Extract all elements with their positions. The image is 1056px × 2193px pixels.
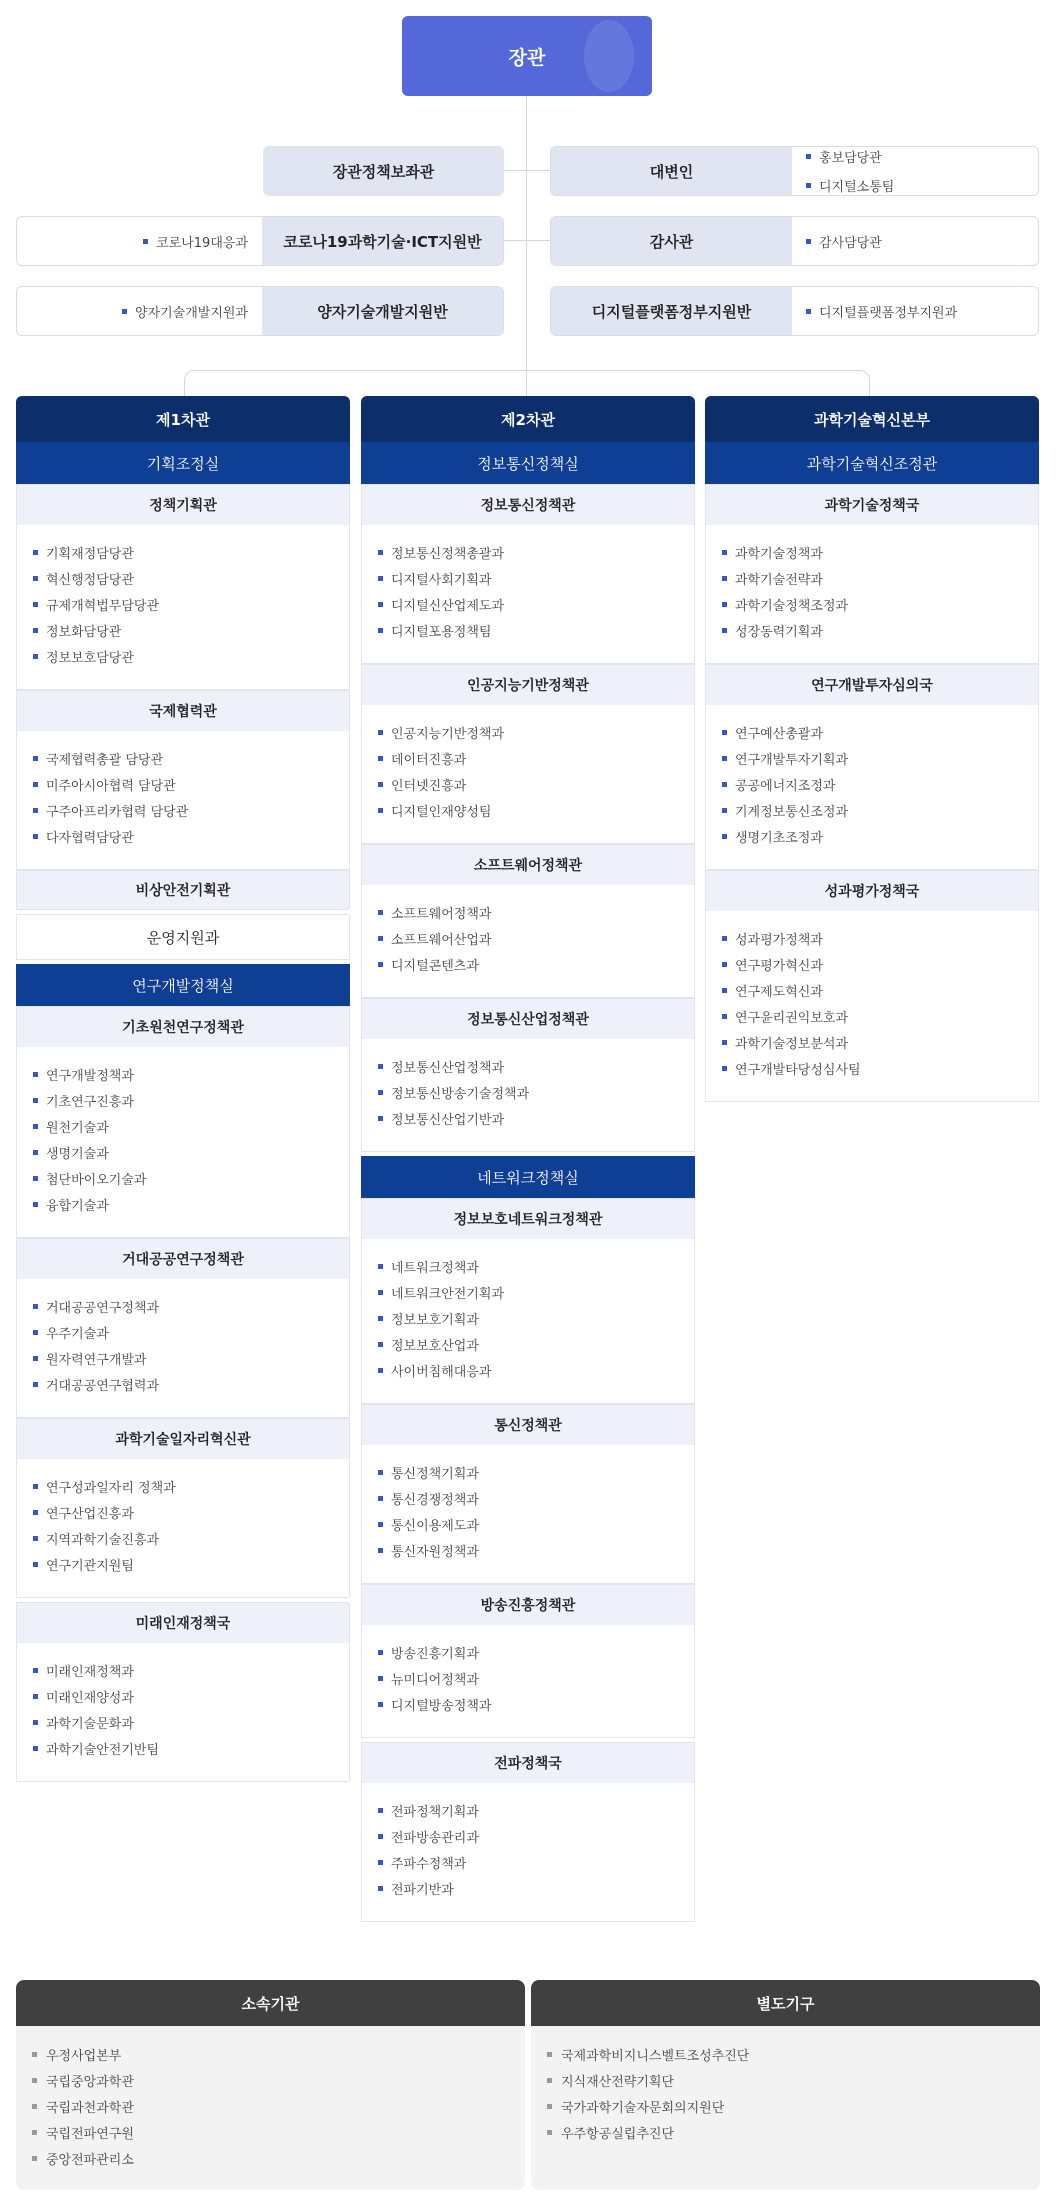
division-item[interactable]: 네트워크정책과 (378, 1256, 678, 1282)
innovation-hq-title[interactable]: 과학기술혁신본부 (705, 396, 1039, 442)
policy-aide-box[interactable] (263, 146, 504, 196)
division-item[interactable]: 과학기술문화과 (33, 1712, 333, 1738)
bullet-icon (378, 756, 383, 761)
bullet-icon (378, 1316, 383, 1321)
division-item[interactable]: 혁신행정담당관 (33, 568, 333, 594)
bullet-icon (33, 1746, 38, 1751)
bullet-icon (547, 2130, 552, 2135)
agency-item[interactable]: 국가과학기술자문회의지원단 (547, 2096, 1024, 2122)
division-item[interactable]: 생명기술과 (33, 1142, 333, 1168)
division-item[interactable]: 디지털콘텐츠과 (378, 954, 678, 980)
division-list (706, 525, 1038, 663)
division-item[interactable]: 통신이용제도과 (378, 1514, 678, 1540)
agency-item[interactable]: 국립전파연구원 (32, 2122, 509, 2148)
bureau-title[interactable]: 정보통신정책관 (362, 485, 694, 525)
bullet-icon (806, 154, 811, 159)
division-list (706, 705, 1038, 869)
division-item[interactable]: 디지털방송정책과 (378, 1694, 678, 1720)
division-item[interactable]: 방송진흥기획과 (378, 1642, 678, 1668)
bullet-icon (722, 962, 727, 967)
bullet-icon (722, 550, 727, 555)
covid-items (17, 232, 262, 251)
bureau-basic-research (16, 1006, 350, 1238)
office-planning[interactable]: 기획조정실 (16, 442, 350, 484)
division-list (706, 911, 1038, 1101)
bullet-icon (32, 2078, 37, 2083)
bullet-icon (378, 1290, 383, 1295)
division-list (17, 1047, 349, 1237)
bureau-title[interactable]: 방송진흥정책관 (362, 1585, 694, 1625)
division-item[interactable]: 성장동력기획과 (722, 620, 1022, 646)
bullet-icon (378, 1650, 383, 1655)
connector-branch (184, 370, 870, 396)
division-list (17, 1279, 349, 1417)
bullet-icon (806, 183, 811, 188)
division-item[interactable]: 연구산업진흥과 (33, 1502, 333, 1528)
agency-item[interactable]: 중앙전파관리소 (32, 2148, 509, 2174)
bullet-icon (33, 1720, 38, 1725)
division-item[interactable]: 정보보호담당관 (33, 646, 333, 672)
division-item[interactable]: 정보통신방송기술정책과 (378, 1082, 678, 1108)
sub-item[interactable]: 디지털플랫폼정부지원과 (806, 302, 957, 321)
division-item[interactable]: 정보통신정책총괄과 (378, 542, 678, 568)
bullet-icon (32, 2130, 37, 2135)
bullet-icon (378, 1522, 383, 1527)
bullet-icon (33, 1098, 38, 1103)
bullet-icon (378, 1886, 383, 1891)
bullet-icon (378, 550, 383, 555)
column-second-vice (361, 396, 695, 1922)
bullet-icon (378, 910, 383, 915)
covid-title: 코로나19과학기술·ICT지원반 (262, 217, 503, 265)
division-list (362, 1783, 694, 1921)
division-item[interactable]: 연구성과일자리 정책과 (33, 1476, 333, 1502)
dpg-title: 디지털플랫폼정부지원반 (551, 287, 792, 335)
column-innovation-hq (705, 396, 1039, 1102)
division-item[interactable]: 전파방송관리과 (378, 1826, 678, 1852)
bureau-software-policy (361, 844, 695, 998)
bullet-icon (33, 782, 38, 787)
office-rnd-policy[interactable]: 연구개발정책실 (16, 964, 350, 1006)
bullet-icon (33, 1202, 38, 1207)
bullet-icon (378, 1090, 383, 1095)
spokesperson-title: 대변인 (551, 147, 792, 195)
bullet-icon (378, 808, 383, 813)
bullet-icon (33, 1668, 38, 1673)
division-item[interactable]: 연구평가혁신과 (722, 954, 1022, 980)
bullet-icon (33, 1124, 38, 1129)
bullet-icon (33, 1484, 38, 1489)
division-item[interactable]: 과학기술정책과 (722, 542, 1022, 568)
division-item[interactable]: 구주아프리카협력 담당관 (33, 800, 333, 826)
bullet-icon (378, 782, 383, 787)
bullet-icon (33, 1356, 38, 1361)
bureau-title[interactable]: 국제협력관 (17, 691, 349, 731)
bureau-title[interactable]: 과학기술정책국 (706, 485, 1038, 525)
sub-item[interactable]: 감사담당관 (806, 232, 882, 251)
division-item[interactable]: 인공지능기반정책과 (378, 722, 678, 748)
division-item[interactable]: 연구예산총괄과 (722, 722, 1022, 748)
bureau-ict-industry (361, 998, 695, 1152)
division-item[interactable]: 정보화담당관 (33, 620, 333, 646)
bullet-icon (378, 1264, 383, 1269)
division-item[interactable]: 전파정책기획과 (378, 1800, 678, 1826)
division-item[interactable]: 디지털사회기획과 (378, 568, 678, 594)
division-list (362, 885, 694, 997)
inspector-title: 감사관 (551, 217, 792, 265)
sub-item[interactable]: 코로나19대응과 (143, 232, 248, 251)
bullet-icon (378, 1676, 383, 1681)
bureau-title[interactable]: 과학기술일자리혁신관 (17, 1419, 349, 1459)
division-item[interactable]: 규제개혁법무담당관 (33, 594, 333, 620)
connector-staff-left-1 (504, 170, 527, 171)
dpg-box[interactable] (550, 286, 1039, 336)
division-list (17, 1643, 349, 1781)
division-item[interactable]: 원천기술과 (33, 1116, 333, 1142)
bullet-icon (33, 756, 38, 761)
division-item[interactable]: 과학기술전략과 (722, 568, 1022, 594)
bullet-icon (378, 1834, 383, 1839)
bullet-icon (378, 602, 383, 607)
connector-staff-right-2 (526, 240, 550, 241)
division-item[interactable]: 사이버침해대응과 (378, 1360, 678, 1386)
bureau-title[interactable]: 미래인재정책국 (17, 1603, 349, 1643)
division-item[interactable]: 소프트웨어정책과 (378, 902, 678, 928)
division-list (362, 1239, 694, 1403)
division-item[interactable]: 미래인재양성과 (33, 1686, 333, 1712)
column-first-vice (16, 396, 350, 1782)
bullet-icon (33, 550, 38, 555)
sub-item[interactable]: 홍보담당관 (806, 147, 882, 166)
bullet-icon (722, 756, 727, 761)
policy-aide-label: 장관정책보좌관 (332, 162, 435, 181)
bureau-info-protection-network (361, 1198, 695, 1404)
division-list (17, 1459, 349, 1597)
agency-item[interactable]: 지식재산전략기획단 (547, 2070, 1024, 2096)
bullet-icon (378, 1342, 383, 1347)
bureau-title[interactable]: 통신정책관 (362, 1405, 694, 1445)
agency-list (531, 2026, 1040, 2166)
spokesperson-box[interactable] (550, 146, 1039, 196)
bullet-icon (722, 1040, 727, 1045)
operations-support-division[interactable]: 운영지원과 (16, 914, 350, 960)
dpg-items (792, 302, 1038, 321)
bureau-title[interactable]: 연구개발투자심의국 (706, 665, 1038, 705)
agency-item[interactable]: 국립중앙과학관 (32, 2070, 509, 2096)
division-item[interactable]: 통신정책기획과 (378, 1462, 678, 1488)
agency-item[interactable]: 우주항공실립추진단 (547, 2122, 1024, 2148)
division-list (17, 525, 349, 689)
division-list (362, 705, 694, 843)
bureau-science-policy (705, 484, 1039, 664)
bureau-title[interactable]: 소프트웨어정책관 (362, 845, 694, 885)
bullet-icon (722, 936, 727, 941)
bullet-icon (378, 936, 383, 941)
bullet-icon (722, 1014, 727, 1019)
bullet-icon (33, 654, 38, 659)
emblem-icon (584, 20, 634, 92)
division-item[interactable]: 연구제도혁신과 (722, 980, 1022, 1006)
connector-staff-left-2 (504, 240, 527, 241)
division-item[interactable]: 통신경쟁정책과 (378, 1488, 678, 1514)
division-item[interactable]: 연구기관지원팀 (33, 1554, 333, 1580)
bureau-title[interactable]: 성과평가정책국 (706, 871, 1038, 911)
bullet-icon (378, 1470, 383, 1475)
bureau-performance-evaluation (705, 870, 1039, 1102)
bullet-icon (32, 2104, 37, 2109)
division-item[interactable]: 첨단바이오기술과 (33, 1168, 333, 1194)
division-item[interactable]: 데이터진흥과 (378, 748, 678, 774)
bullet-icon (378, 1808, 383, 1813)
bullet-icon (33, 1304, 38, 1309)
bullet-icon (33, 834, 38, 839)
bureau-title[interactable]: 정보통신산업정책관 (362, 999, 694, 1039)
office-network-policy[interactable]: 네트워크정책실 (361, 1156, 695, 1198)
bureau-radio-policy (361, 1742, 695, 1922)
bullet-icon (33, 602, 38, 607)
bullet-icon (806, 239, 811, 244)
division-item[interactable]: 지역과학기술진흥과 (33, 1528, 333, 1554)
quantum-items (17, 302, 262, 321)
agency-list (16, 2026, 525, 2190)
bureau-title[interactable]: 전파정책국 (362, 1743, 694, 1783)
division-item[interactable]: 공공에너지조정과 (722, 774, 1022, 800)
bureau-title[interactable]: 정보보호네트워크정책관 (362, 1199, 694, 1239)
division-item[interactable]: 우주기술과 (33, 1322, 333, 1348)
division-item[interactable]: 연구윤리권익보호과 (722, 1006, 1022, 1032)
sub-item[interactable]: 디지털소통팀 (806, 176, 894, 195)
bureau-emergency-safety[interactable]: 비상안전기획관 (16, 870, 350, 910)
agency-item[interactable]: 국제과학비지니스벨트조성추진단 (547, 2044, 1024, 2070)
division-item[interactable]: 성과평가정책과 (722, 928, 1022, 954)
division-item[interactable]: 미래인재정책과 (33, 1660, 333, 1686)
division-item[interactable]: 과학기술정보분석과 (722, 1032, 1022, 1058)
division-item[interactable]: 정보보호기획과 (378, 1308, 678, 1334)
bullet-icon (722, 834, 727, 839)
bullet-icon (547, 2078, 552, 2083)
division-item[interactable]: 디지털신산업제도과 (378, 594, 678, 620)
covid-box[interactable] (16, 216, 504, 266)
bureau-title[interactable]: 거대공공연구정책관 (17, 1239, 349, 1279)
agency-item[interactable]: 국립과천과학관 (32, 2096, 509, 2122)
division-item[interactable]: 전파기반과 (378, 1878, 678, 1904)
bullet-icon (378, 1116, 383, 1121)
division-list (362, 525, 694, 663)
division-list (17, 731, 349, 869)
bullet-icon (378, 576, 383, 581)
inspector-items (792, 232, 1038, 251)
bullet-icon (722, 602, 727, 607)
connector-trunk (526, 96, 527, 396)
affiliated-agencies-title[interactable]: 소속기관 (16, 1980, 525, 2026)
division-item[interactable]: 미주아시아협력 담당관 (33, 774, 333, 800)
sub-item[interactable]: 양자기술개발지원과 (122, 302, 248, 321)
division-item[interactable]: 융합기술과 (33, 1194, 333, 1220)
division-item[interactable]: 통신자원정책과 (378, 1540, 678, 1566)
division-item[interactable]: 원자력연구개발과 (33, 1348, 333, 1374)
bullet-icon (33, 808, 38, 813)
bullet-icon (33, 1382, 38, 1387)
division-item[interactable]: 주파수정책과 (378, 1852, 678, 1878)
division-list (362, 1445, 694, 1583)
bullet-icon (547, 2104, 552, 2109)
division-list (362, 1039, 694, 1151)
bullet-icon (547, 2052, 552, 2057)
bullet-icon (33, 1510, 38, 1515)
division-item[interactable]: 다자협력담당관 (33, 826, 333, 852)
division-item[interactable]: 정보통신산업정책과 (378, 1056, 678, 1082)
division-item[interactable]: 뉴미디어정책과 (378, 1668, 678, 1694)
bullet-icon (32, 2052, 37, 2057)
division-item[interactable]: 네트워크안전기획과 (378, 1282, 678, 1308)
bureau-title[interactable]: 기초원천연구정책관 (17, 1007, 349, 1047)
bullet-icon (378, 730, 383, 735)
inspector-box[interactable] (550, 216, 1039, 266)
bullet-icon (722, 730, 727, 735)
bullet-icon (378, 1702, 383, 1707)
bullet-icon (378, 1496, 383, 1501)
bullet-icon (33, 576, 38, 581)
bullet-icon (33, 1330, 38, 1335)
division-item[interactable]: 기초연구진흥과 (33, 1090, 333, 1116)
bullet-icon (378, 628, 383, 633)
division-item[interactable]: 기계정보통신조정과 (722, 800, 1022, 826)
bullet-icon (33, 1536, 38, 1541)
bullet-icon (722, 988, 727, 993)
bullet-icon (378, 1368, 383, 1373)
office-innovation-coordination[interactable]: 과학기술혁신조정관 (705, 442, 1039, 484)
bureau-broadcasting-promotion (361, 1584, 695, 1738)
bureau-ai-policy (361, 664, 695, 844)
division-item[interactable]: 생명기초조정과 (722, 826, 1022, 852)
bureau-policy-planning (16, 484, 350, 690)
bullet-icon (33, 1562, 38, 1567)
bullet-icon (33, 628, 38, 633)
bullet-icon (33, 1694, 38, 1699)
bureau-international (16, 690, 350, 870)
bullet-icon (722, 1066, 727, 1071)
bullet-icon (33, 1150, 38, 1155)
office-ict-policy[interactable]: 정보통신정책실 (361, 442, 695, 484)
bullet-icon (143, 239, 148, 244)
division-item[interactable]: 디지털포용정책팀 (378, 620, 678, 646)
division-item[interactable]: 디지털인재양성팀 (378, 800, 678, 826)
division-item[interactable]: 기획재정담당관 (33, 542, 333, 568)
bureau-ict-policy (361, 484, 695, 664)
bullet-icon (806, 309, 811, 314)
bureau-science-jobs (16, 1418, 350, 1598)
bureau-big-science (16, 1238, 350, 1418)
bullet-icon (722, 576, 727, 581)
minister-label: 장관 (508, 46, 546, 69)
bullet-icon (33, 1176, 38, 1181)
separate-organizations-title[interactable]: 별도기구 (531, 1980, 1040, 2026)
connector-staff-right-1 (526, 170, 550, 171)
bullet-icon (32, 2156, 37, 2161)
bullet-icon (33, 1072, 38, 1077)
division-item[interactable]: 정보통신산업기반과 (378, 1108, 678, 1134)
bullet-icon (378, 1064, 383, 1069)
division-item[interactable]: 인터넷진흥과 (378, 774, 678, 800)
agency-item[interactable]: 우정사업본부 (32, 2044, 509, 2070)
quantum-title: 양자기술개발지원반 (262, 287, 503, 335)
bureau-title[interactable]: 인공지능기반정책관 (362, 665, 694, 705)
bureau-rnd-investment (705, 664, 1039, 870)
division-item[interactable]: 과학기술정책조정과 (722, 594, 1022, 620)
division-item[interactable]: 국제협력총괄 담당관 (33, 748, 333, 774)
spokesperson-items (792, 147, 1038, 195)
division-item[interactable]: 소프트웨어산업과 (378, 928, 678, 954)
division-item[interactable]: 정보보호산업과 (378, 1334, 678, 1360)
division-item[interactable]: 거대공공연구정책과 (33, 1296, 333, 1322)
bullet-icon (122, 309, 127, 314)
division-item[interactable]: 연구개발투자기획과 (722, 748, 1022, 774)
bullet-icon (722, 782, 727, 787)
bullet-icon (378, 1548, 383, 1553)
bureau-title[interactable]: 정책기획관 (17, 485, 349, 525)
bullet-icon (378, 962, 383, 967)
bureau-future-talent (16, 1602, 350, 1782)
minister-box[interactable] (402, 16, 652, 96)
division-item[interactable]: 연구개발타당성심사팀 (722, 1058, 1022, 1084)
separate-organizations-panel (531, 1980, 1040, 2190)
affiliated-agencies-panel (16, 1980, 525, 2190)
bullet-icon (378, 1860, 383, 1865)
bullet-icon (722, 808, 727, 813)
bureau-telecom-policy (361, 1404, 695, 1584)
division-item[interactable]: 과학기술안전기반팀 (33, 1738, 333, 1764)
division-item[interactable]: 거대공공연구협력과 (33, 1374, 333, 1400)
first-vice-minister-title[interactable]: 제1차관 (16, 396, 350, 442)
quantum-box[interactable] (16, 286, 504, 336)
bullet-icon (722, 628, 727, 633)
division-list (362, 1625, 694, 1737)
second-vice-minister-title[interactable]: 제2차관 (361, 396, 695, 442)
division-item[interactable]: 연구개발정책과 (33, 1064, 333, 1090)
